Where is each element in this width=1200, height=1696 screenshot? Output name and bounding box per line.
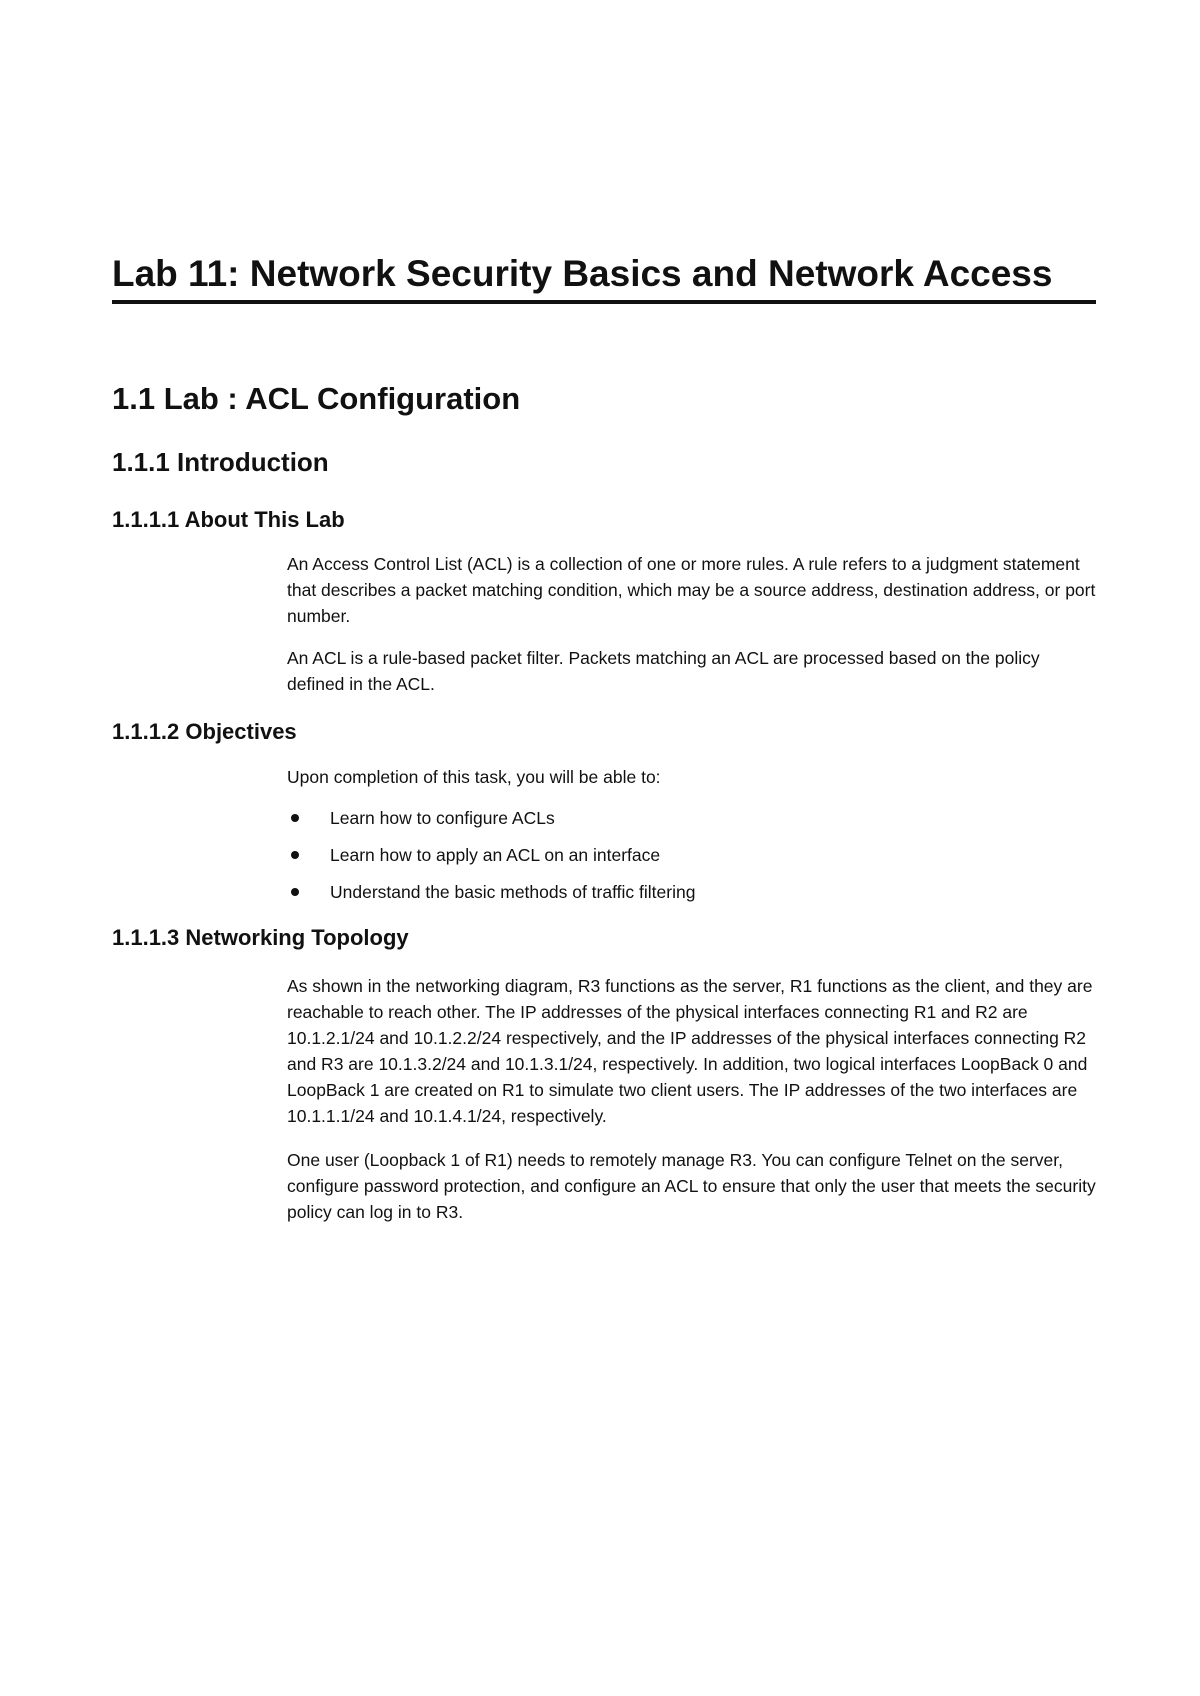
objective-item [287, 805, 1067, 842]
objective-text: Understand the basic methods of traffic filtering [330, 882, 696, 902]
about-paragraph-1: An Access Control List (ACL) is a collection of one or more rules. A rule refers to a judgment statement that describes a packet matching condition, which may be a source address, destination address, or port number. [287, 554, 1096, 626]
objective-text: Learn how to configure ACLs [330, 808, 555, 828]
section-heading-acl-configuration: 1.1 Lab : ACL Configuration [112, 381, 521, 416]
bullet-icon [291, 814, 299, 822]
bullet-icon [291, 851, 299, 859]
about-paragraph-2: An ACL is a rule-based packet filter. Packets matching an ACL are processed based on the policy defined in the ACL. [287, 648, 1040, 694]
topology-paragraph-2: One user (Loopback 1 of R1) needs to remotely manage R3. You can configure Telnet on the server, configure password protection, and configure an ACL to ensure that only the user that meets the security policy can log in to R3. [287, 1150, 1096, 1222]
heading-networking-topology: 1.1.1.3 Networking Topology [112, 925, 409, 950]
heading-objectives: 1.1.1.2 Objectives [112, 719, 297, 744]
objective-item [287, 842, 1067, 879]
heading-about-this-lab: 1.1.1.1 About This Lab [112, 507, 345, 532]
bullet-icon [291, 888, 299, 896]
document-title: Lab 11: Network Security Basics and Network Access [112, 253, 1053, 294]
title-underline-rule [112, 300, 1096, 304]
objectives-intro: Upon completion of this task, you will be able to: [287, 767, 661, 787]
objective-text: Learn how to apply an ACL on an interface [330, 845, 661, 865]
objective-item [287, 879, 1067, 916]
subsection-heading-introduction: 1.1.1 Introduction [112, 447, 329, 477]
objectives-list [287, 805, 1067, 916]
topology-paragraph-1: As shown in the networking diagram, R3 functions as the server, R1 functions as the client, and they are reachable to reach other. The IP addresses of the physical interfaces connecting R1 and R2 are 10.1.2.1/24 and 10.1.2.2/24 respectively, and the IP addresses of the physical interfaces connecting R2 and R3 are 10.1.3.2/24 and 10.1.3.1/24, respectively. In addition, two logical interfaces LoopBack 0 and LoopBack 1 are created on R1 to simulate two client users. The IP addresses of the two interfaces are 10.1.1.1/24 and 10.1.4.1/24, respectively. [287, 976, 1093, 1126]
